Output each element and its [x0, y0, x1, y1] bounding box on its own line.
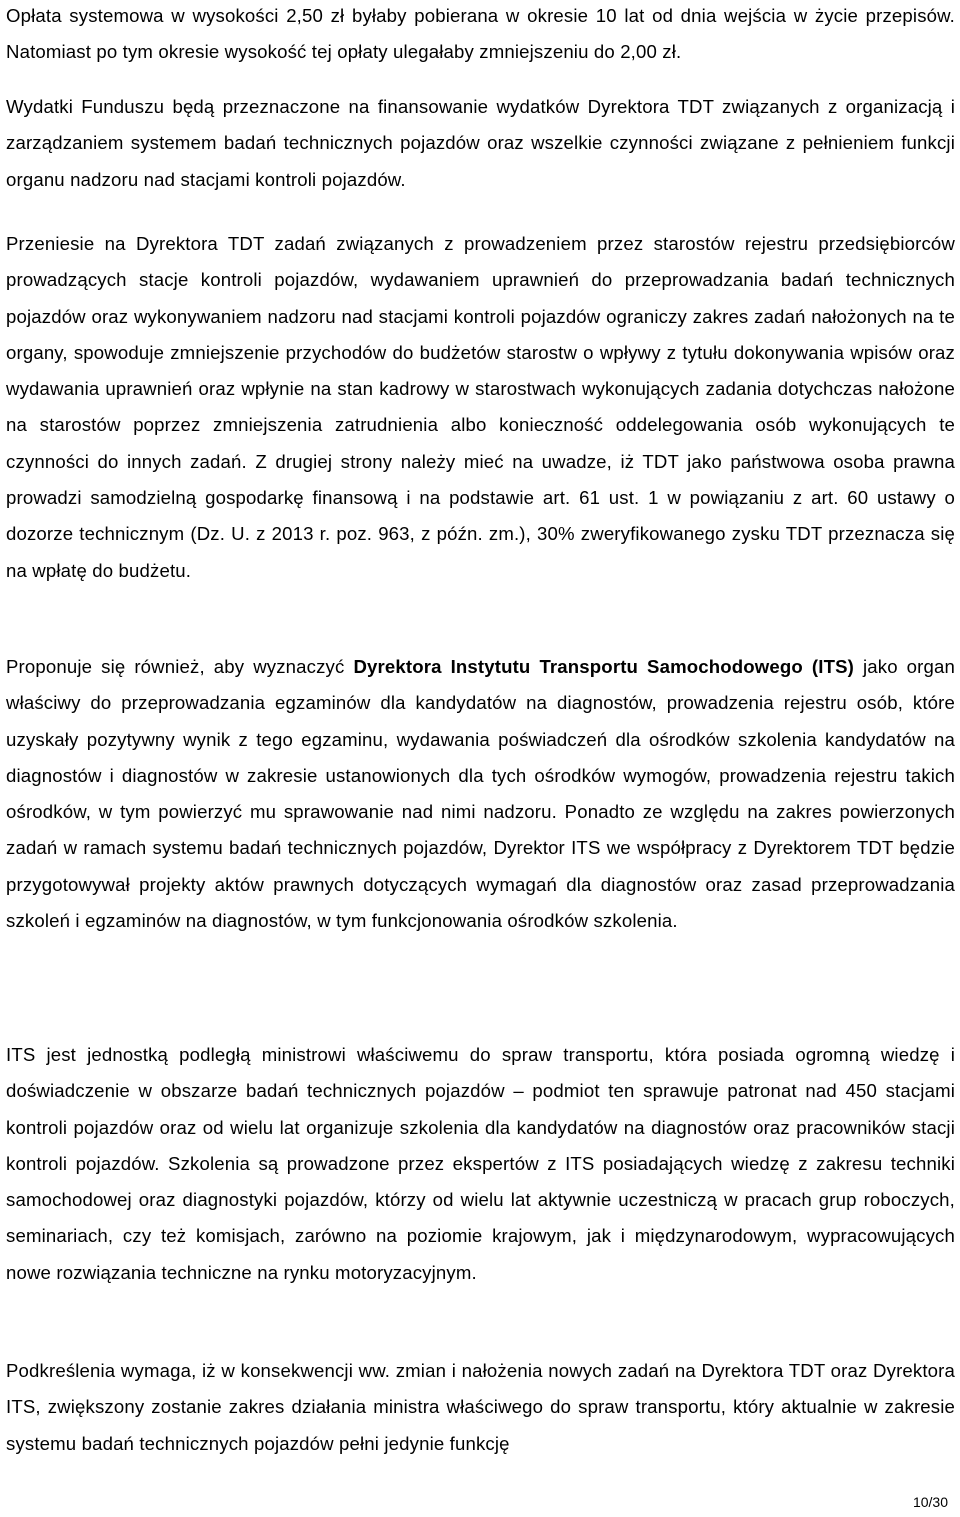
paragraph-minister-scope: Podkreślenia wymaga, iż w konsekwencji ww. zmian i nałożenia nowych zadań na Dyrektora TDT oraz Dyrektora ITS, zwiększony zostanie zakres działania ministra właściwego do spraw transportu, który aktualnie w zakresie systemu badań technicznych pojazdów pełni jedynie funkcję [6, 1360, 955, 1454]
paragraph-its-director [6, 649, 955, 939]
its-director-bold: Dyrektora Instytutu Transportu Samochodowego (ITS) [353, 656, 854, 677]
its-director-intro: Proponuje się również, aby wyznaczyć [6, 656, 354, 677]
paragraph-system-fee: Opłata systemowa w wysokości 2,50 zł byłaby pobierana w okresie 10 lat od dnia wejścia w życie przepisów. Natomiast po tym okresie wysokość tej opłaty ulegałaby zmniejszeniu do 2,00 zł. [6, 5, 955, 63]
paragraph-its-description: ITS jest jednostką podległą ministrowi właściwemu do spraw transportu, która posiada ogromną wiedzę i doświadczenie w obszarze badań technicznych pojazdów – podmiot ten sprawuje patronat nad 450 stacjami kontroli pojazdów oraz od wielu lat organizuje szkolenia dla kandydatów na diagnostów oraz pracowników stacji kontroli pojazdów. Szkolenia są prowadzone przez ekspertów z ITS posiadających wiedzę z zakresu techniki samochodowej oraz diagnostyki pojazdów, którzy od wielu lat aktywnie uczestniczą w pracach grup roboczych, seminariach, czy też komisjach, zarówno na poziomie krajowym, jak i międzynarodowym, wypracowujących nowe rozwiązania techniczne na rynku motoryzacyjnym. [6, 1044, 955, 1283]
its-director-rest: jako organ właściwy do przeprowadzania egzaminów dla kandydatów na diagnostów, prowadzenia rejestru osób, które uzyskały pozytywny wynik z tego egzaminu, wydawania poświadczeń dla ośrodków szkolenia kandydatów na diagnostów i diagnostów w zakresie ustanowionych dla tych ośrodków wymogów, prowadzenia rejestru takich ośrodków, w tym powierzyć mu sprawowanie nad nimi nadzoru. Ponadto ze względu na zakres powierzonych zadań w ramach systemu badań technicznych pojazdów, Dyrektor ITS we współpracy z Dyrektorem TDT będzie przygotowywał projekty aktów prawnych dotyczących wymagań dla diagnostów oraz zasad przeprowadzania szkoleń i egzaminów na diagnostów, w tym funkcjonowania ośrodków szkolenia. [6, 656, 955, 932]
paragraph-tdt-tasks: Przeniesie na Dyrektora TDT zadań związanych z prowadzeniem przez starostów rejestru przedsiębiorców prowadzących stacje kontroli pojazdów, wydawaniem uprawnień do przeprowadzania badań technicznych pojazdów oraz wykonywaniem nadzoru nad stacjami kontroli pojazdów ograniczy zakres zadań nałożonych na te organy, spowoduje zmniejszenie przychodów do budżetów starostw o wpływy z tytułu dokonywania wpisów oraz wydawania uprawnień oraz wpłynie na stan kadrowy w starostwach wykonujących zadania dotychczas nałożone na starostów poprzez zmniejszenia zatrudnienia albo konieczność oddelegowania osób wykonujących te czynności do innych zadań. Z drugiej strony należy mieć na uwadze, iż TDT jako państwowa osoba prawna prowadzi samodzielną gospodarkę finansową i na podstawie art. 61 ust. 1 w powiązaniu z art. 60 ustawy o dozorze technicznym (Dz. U. z 2013 r. poz. 963, z późn. zm.), 30% zweryfikowanego zysku TDT przeznacza się na wpłatę do budżetu. [6, 233, 955, 581]
page-number: 10/30 [912, 1494, 948, 1510]
paragraph-fund-expenses: Wydatki Funduszu będą przeznaczone na finansowanie wydatków Dyrektora TDT związanych z organizacją i zarządzaniem systemem badań technicznych pojazdów oraz wszelkie czynności związane z pełnieniem funkcji organu nadzoru nad stacjami kontroli pojazdów. [6, 96, 955, 190]
